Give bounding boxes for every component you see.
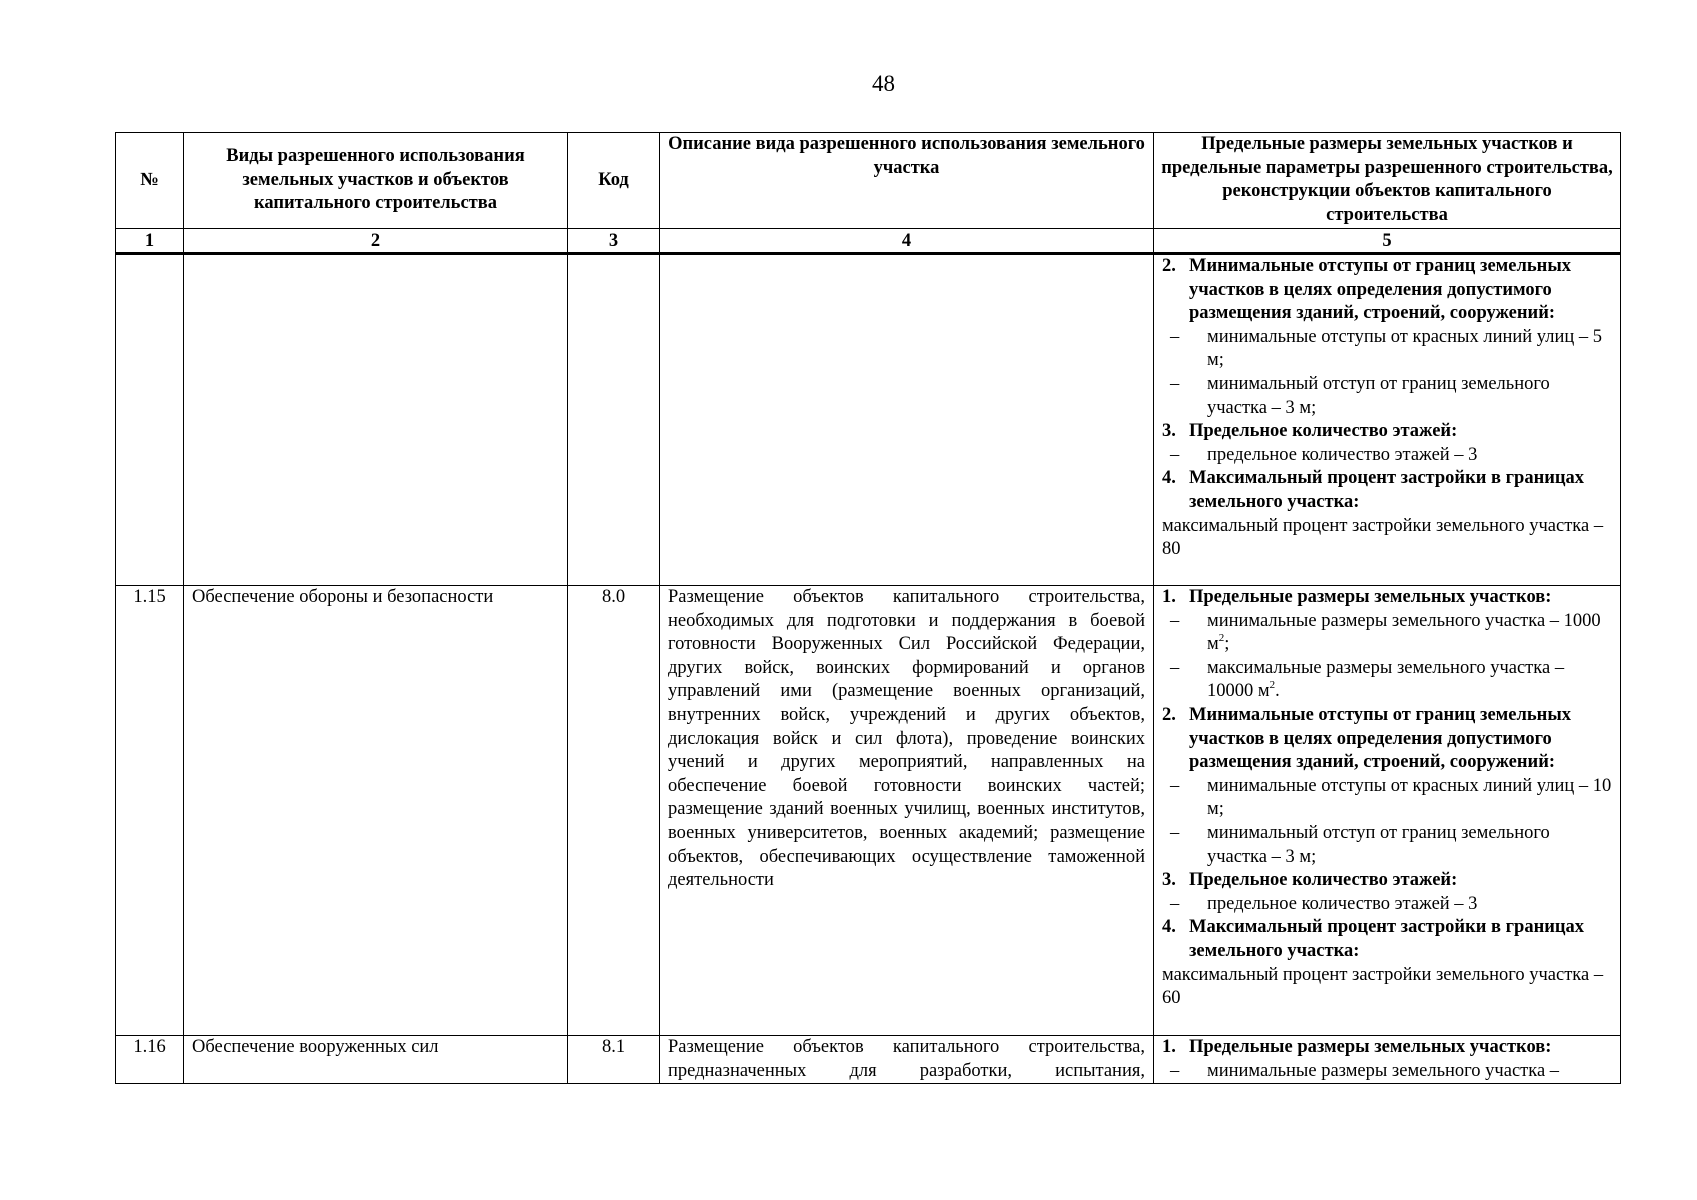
column-number-row <box>116 229 1621 254</box>
cell-parameters <box>1154 254 1621 586</box>
param-heading: 2. Минимальные отступы от границ земельных участков в целях определения допустимого размещения зданий, строений, сооружений: <box>1162 704 1572 773</box>
param-item: – предельное количество этажей – 3 <box>1170 444 1478 465</box>
cell-description <box>660 254 1154 586</box>
column-number: 2 <box>184 229 568 254</box>
param-heading: 3. Предельное количество этажей: <box>1162 870 1458 891</box>
column-number: 5 <box>1154 229 1621 254</box>
table-row <box>116 1036 1621 1084</box>
param-heading: 4. Максимальный процент застройки в границах земельного участка: <box>1162 917 1585 961</box>
param-heading: 3. Предельное количество этажей: <box>1162 421 1458 442</box>
table-row <box>116 254 1621 586</box>
param-text: максимальный процент застройки земельного участка – 80 <box>1162 515 1604 560</box>
param-item: – минимальные отступы от красных линий улиц – 10 м; <box>1170 775 1612 820</box>
cell-code: 8.1 <box>568 1036 660 1084</box>
param-item: – минимальные отступы от красных линий улиц – 5 м; <box>1170 326 1603 371</box>
column-number: 3 <box>568 229 660 254</box>
cell-use-type <box>184 254 568 586</box>
param-item: – минимальный отступ от границ земельного участка – 3 м; <box>1170 822 1550 867</box>
cell-number: 1.15 <box>116 586 184 1036</box>
header-description: Описание вида разрешенного использования земельного участка <box>660 133 1154 229</box>
cell-description: Размещение объектов капитального строительства, необходимых для подготовки и поддержания в боевой готовности Вооруженных Сил Российской Федерации, других войск, воинских формирований и органов управлений ими (размещение военных организаций, внутренних войск, учреждений и других объектов, дислокация войск и сил флота), проведение воинских учений и других мероприятий, направленных на обеспечение боевой готовности воинских частей; размещение зданий военных училищ, военных институтов, военных университетов, военных академий; размещение объектов, обеспечивающих осуществление таможенной деятельности <box>660 586 1154 1036</box>
param-item: – предельное количество этажей – 3 <box>1170 893 1478 914</box>
cell-code <box>568 254 660 586</box>
param-heading: 4. Максимальный процент застройки в границах земельного участка: <box>1162 468 1585 512</box>
param-heading: 2. Минимальные отступы от границ земельных участков в целях определения допустимого размещения зданий, строений, сооружений: <box>1162 256 1572 324</box>
param-text: максимальный процент застройки земельного участка – 60 <box>1162 964 1604 1009</box>
cell-number <box>116 254 184 586</box>
header-number: № <box>116 133 184 229</box>
cell-code: 8.0 <box>568 586 660 1036</box>
header-parameters: Предельные размеры земельных участков и предельные параметры разрешенного строительства, реконструкции объектов капитального строительства <box>1154 133 1621 229</box>
header-code: Код <box>568 133 660 229</box>
cell-description: Размещение объектов капитального строительства, предназначенных для разработки, испытания, <box>660 1036 1154 1084</box>
column-number: 1 <box>116 229 184 254</box>
column-number: 4 <box>660 229 1154 254</box>
cell-use-type: Обеспечение вооруженных сил <box>184 1036 568 1084</box>
param-item: – минимальные размеры земельного участка – <box>1170 1060 1560 1081</box>
param-item: – максимальные размеры земельного участка – 10000 $м^2$. <box>1170 657 1565 702</box>
cell-parameters <box>1154 1036 1621 1084</box>
param-item: – минимальный отступ от границ земельного участка – 3 м; <box>1170 373 1550 418</box>
param-heading: 1. Предельные размеры земельных участков: <box>1162 1037 1552 1057</box>
cell-use-type: Обеспечение обороны и безопасности <box>184 586 568 1036</box>
table-header-row <box>116 133 1621 229</box>
page-number: 48 <box>872 71 895 96</box>
param-heading: 1. Предельные размеры земельных участков: <box>1162 587 1552 607</box>
header-use-type: Виды разрешенного использования земельных участков и объектов капитального строительства <box>184 133 568 229</box>
table-row <box>116 586 1621 1036</box>
land-use-table <box>115 132 1621 1084</box>
cell-number: 1.16 <box>116 1036 184 1084</box>
param-item: – минимальные размеры земельного участка – 1000 $м^2$; <box>1170 610 1601 655</box>
cell-parameters <box>1154 586 1621 1036</box>
